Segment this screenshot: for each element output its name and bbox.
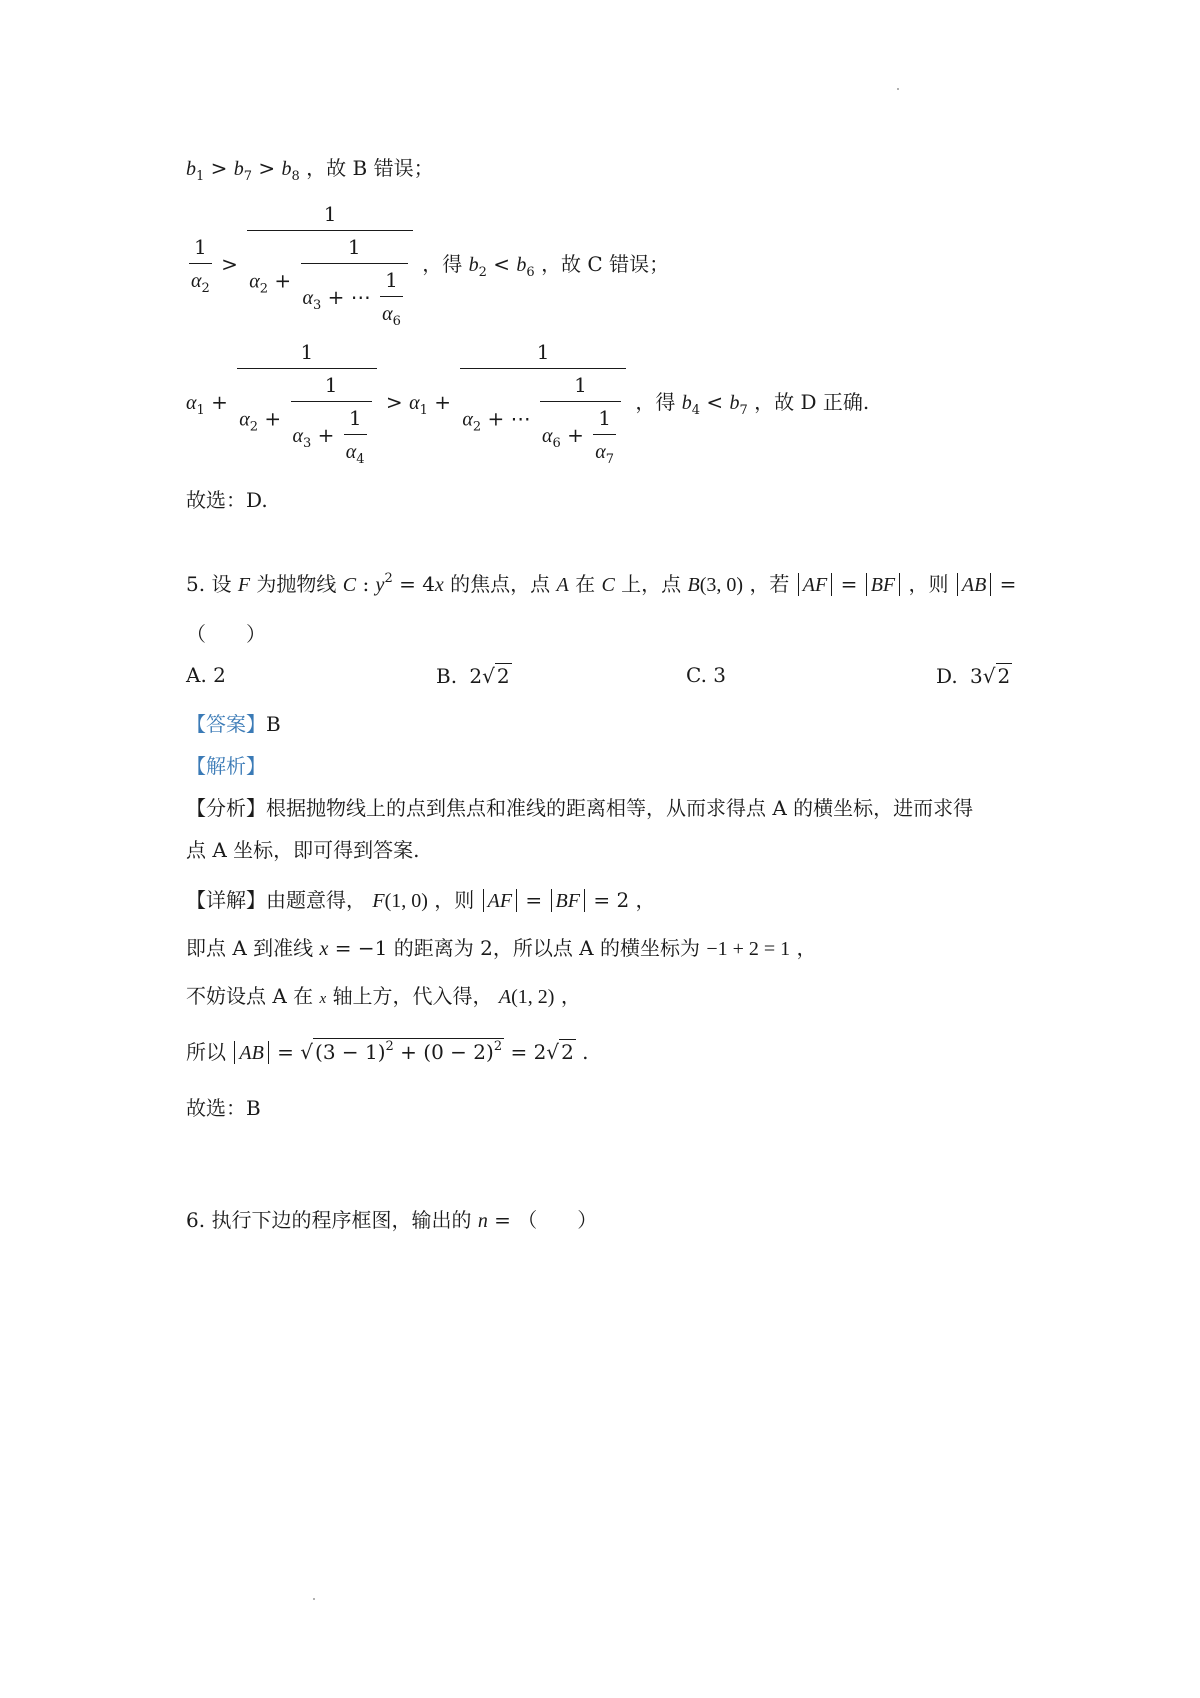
q5-text: 上，点 — [621, 572, 682, 596]
option-label: B. — [436, 664, 458, 688]
detail-line-4: 所以 AB = √ $(3 - 1)^2 + (0 - 2)^2 = 2√$ 2 . — [186, 1039, 589, 1064]
q6-text: 6. 执行下边的程序框图，输出的 — [186, 1208, 472, 1232]
q5-text: 在 — [575, 572, 596, 596]
final-answer: 故选：B — [186, 1096, 261, 1120]
detail-text: 的距离为 2，所以点 A 的横坐标为 — [393, 936, 700, 960]
analysis-tag: 【解析】 — [186, 754, 266, 778]
fenxi-text: 根据抛物线上的点到焦点和准线的距离相等，从而求得点 A 的横坐标，进而求得 — [266, 796, 974, 820]
fenxi-tag: 【分析】 — [186, 796, 266, 820]
answer-line — [186, 708, 281, 737]
option-b: B. 2√ 2 — [436, 664, 510, 688]
option-label: D. — [936, 664, 958, 688]
option-c: C. 3 — [686, 663, 727, 687]
q5-text: ，则 — [908, 572, 949, 596]
detail-text: 轴上方，代入得， — [332, 984, 493, 1008]
scan-dot — [897, 88, 899, 90]
detail-text: ，则 — [434, 888, 475, 912]
analysis-line-2: 点 A 坐标，即可得到答案. — [186, 838, 420, 862]
q6-paren: （ ） — [517, 1208, 598, 1232]
option-a: A. 2 — [186, 663, 226, 687]
de-label: ，得 — [422, 252, 463, 276]
scan-dot — [313, 1598, 315, 1600]
answer-choice-d: 故选：D. — [186, 488, 268, 512]
analysis-line-1 — [186, 792, 973, 821]
detail-text: 所以 — [186, 1040, 226, 1064]
detail-text: 不妨设点 A 在 — [186, 984, 314, 1008]
xiangjie-tag: 【详解】 — [186, 888, 266, 912]
conclusion-d: ，故 D 正确. — [754, 390, 870, 414]
detail-line-1: 【详解】由题意得， F(1, 0) ，则 AF = BF = 2 ， — [186, 888, 656, 912]
q5-text: 为抛物线 — [256, 572, 337, 596]
detail-text: 由题意得， — [266, 888, 366, 912]
answer-paren: （ ） — [186, 622, 266, 646]
conclusion-b: ，故 B 错误； — [306, 156, 434, 180]
detail-line-2: 即点 A 到准线 x = −1 的距离为 2，所以点 A 的横坐标为 −1 + 2 = 1 ， — [186, 936, 817, 960]
answer-value: B — [266, 712, 281, 736]
question-5-stem: 5. 设 F 为抛物线 C : $y^2 = 4x$ 的焦点，点 A 在 C 上，点 B(3, 0) ，若 AF = BF ，则 AB = — [186, 571, 1017, 596]
conclusion-c: ，故 C 错误； — [541, 252, 670, 276]
question-number: 5. 设 — [186, 572, 232, 596]
q5-text: ，若 — [749, 572, 790, 596]
q5-text: 的焦点，点 — [450, 572, 551, 596]
de-label: ，得 — [635, 390, 676, 414]
answer-tag: 【答案】 — [186, 712, 266, 736]
fraction-inequality-d: $\alpha_1$ + 1 $\alpha_2$ + 1 $\alpha_3$ + $\frac{1}{\alpha_4}$ > $\alpha_1$ + 1 $\alpha_2$ + ⋯ 1 $\alpha_6$ + $\frac{1}{\alpha_7}$ ，得 $b_4 < b_7$ ，故 D 正确. — [186, 340, 870, 467]
question-6-stem: 6. 执行下边的程序框图，输出的 n = （ ） — [186, 1208, 598, 1232]
detail-text: 即点 A 到准线 — [186, 936, 314, 960]
detail-line-3: 不妨设点 A 在 x 轴上方，代入得， A(1, 2) ， — [186, 984, 581, 1008]
fraction-inequality-c: $\frac{1}{\alpha_2}$ > 1 $\alpha_2$ + 1 $\alpha_3$ + ⋯ $\frac{1}{\alpha_6}$ ，得 $b_2 < b_6$ ，故 C 错误； — [191, 202, 670, 329]
option-d: D. 3√ 2 — [936, 664, 1011, 688]
line-b1-b7-b8: $b_1 > b_7 > b_8$ ，故 B 错误； — [186, 156, 434, 184]
